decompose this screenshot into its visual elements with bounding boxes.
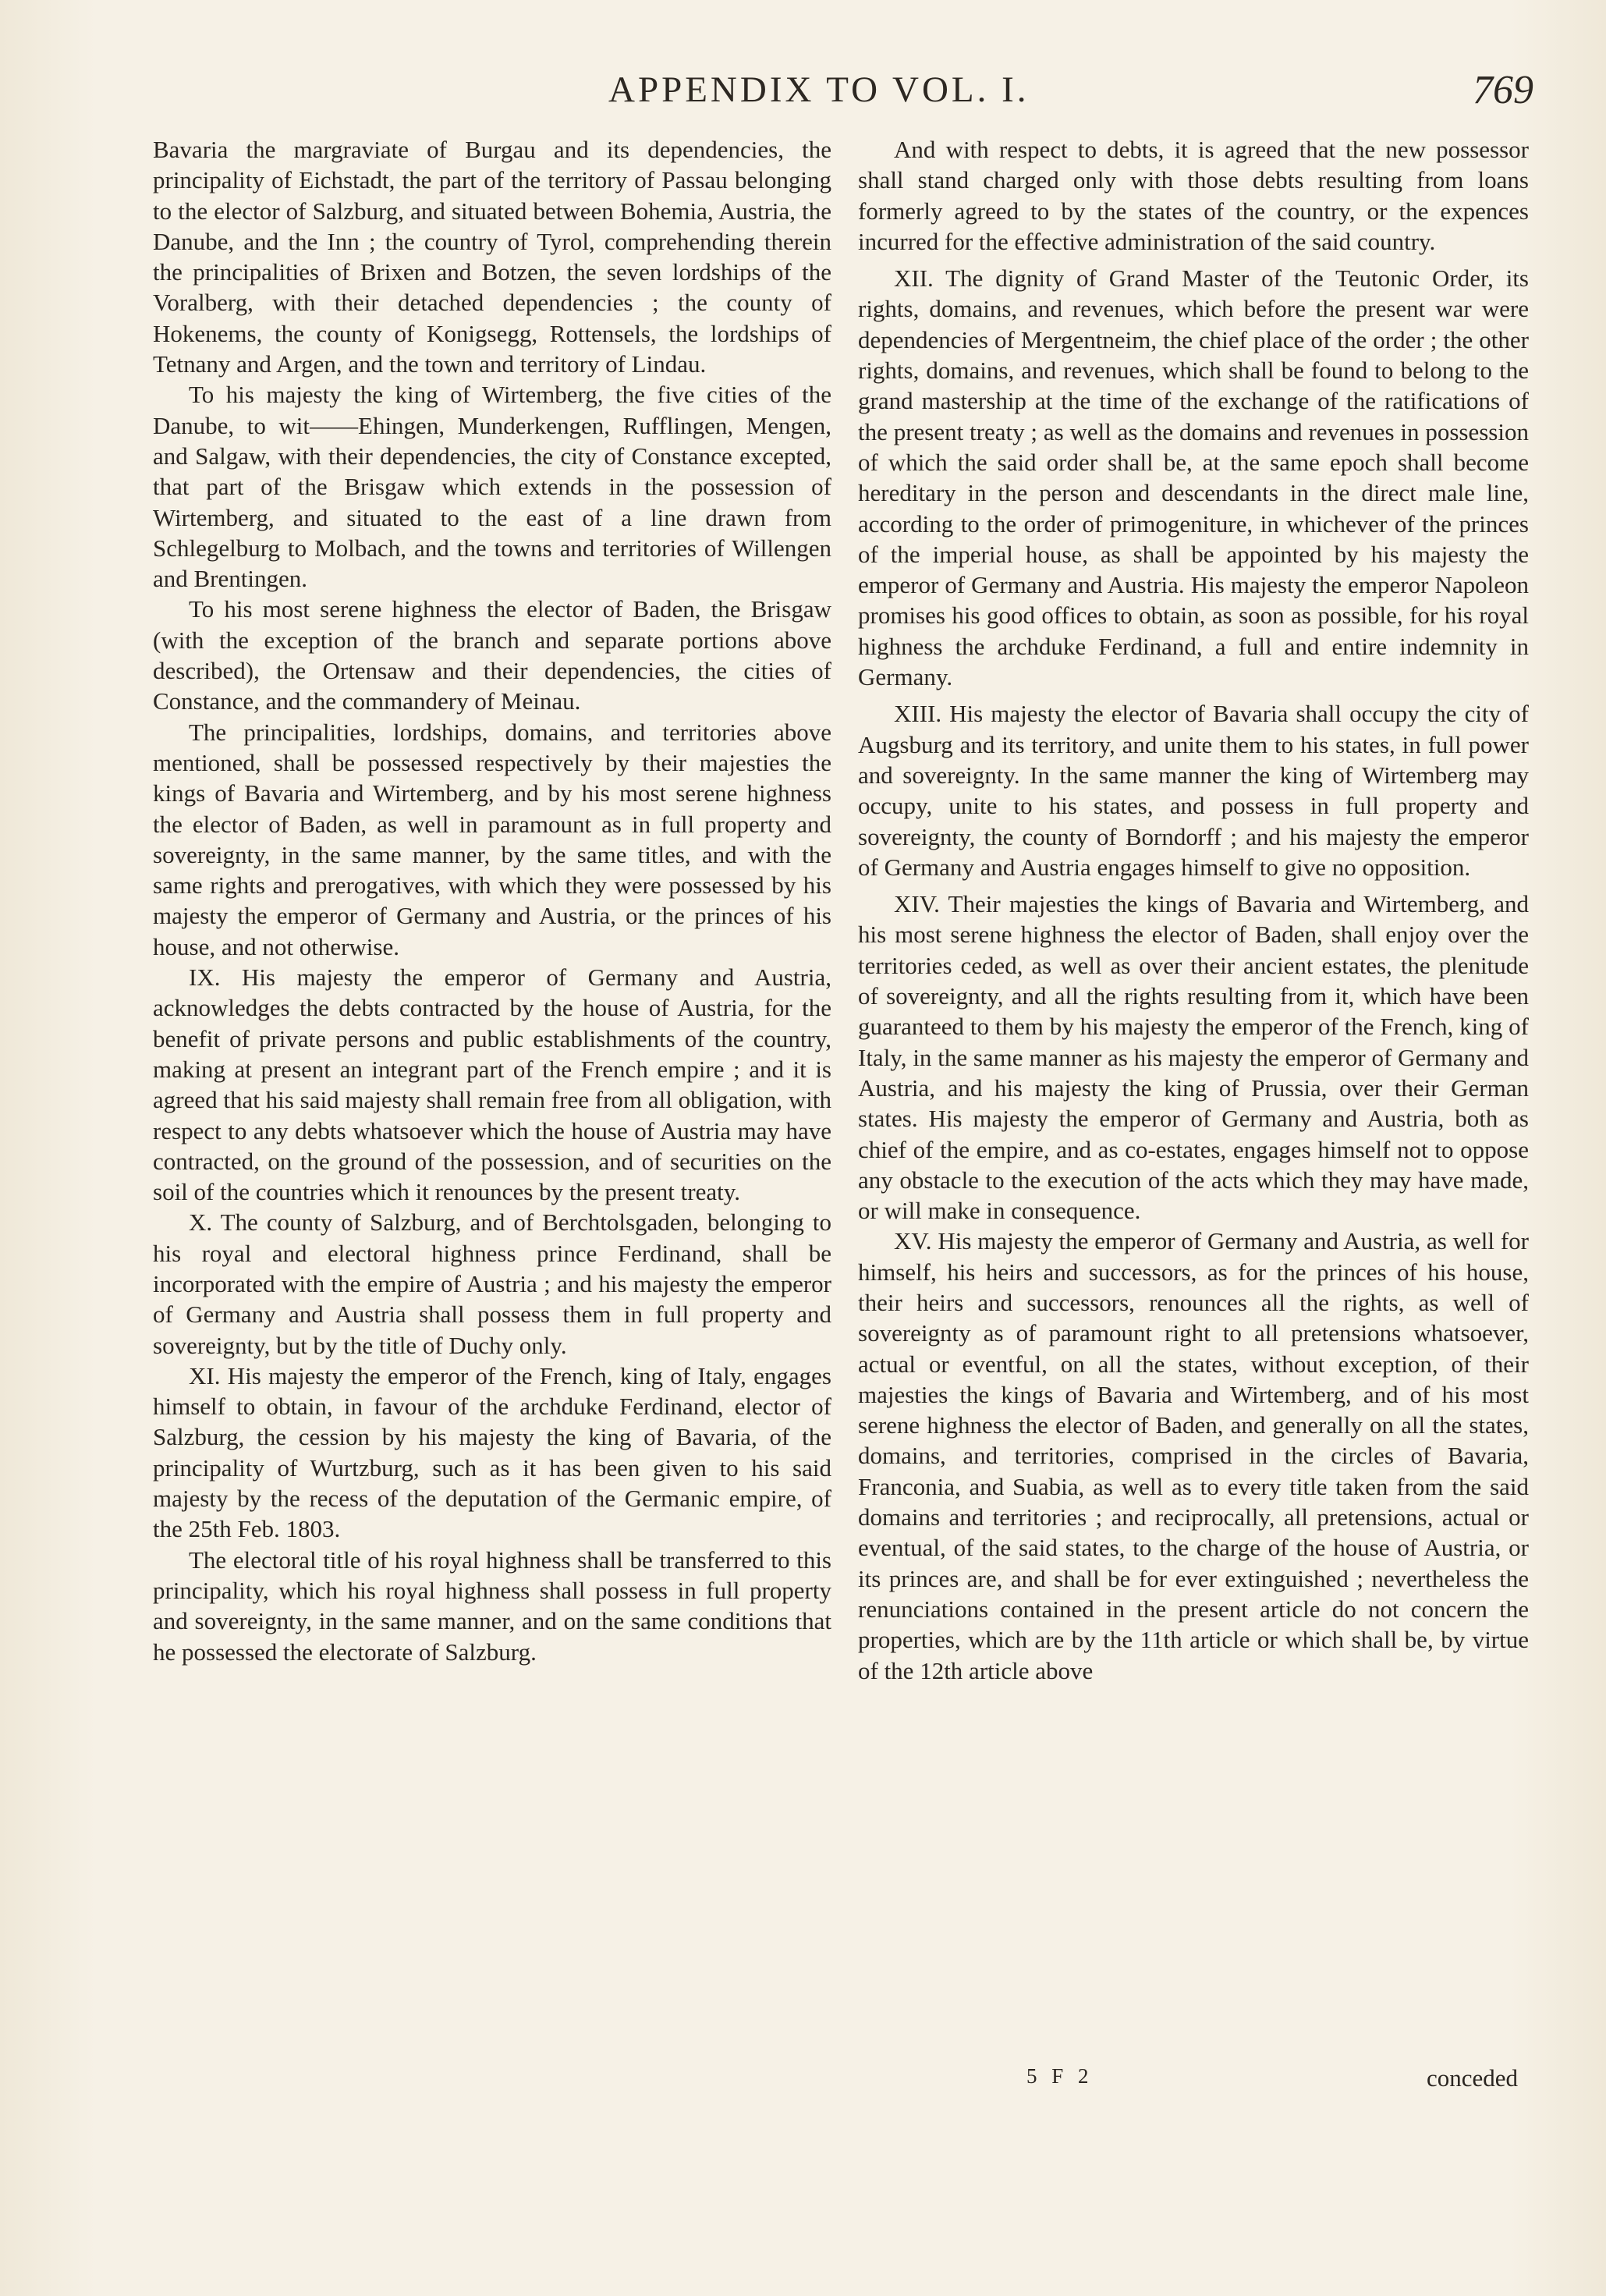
paragraph: To his most serene highness the elector of Baden, the Brisgaw (with the exception of the branch and separate portions above described), the Ortensaw and their dependencies, the cities of Constance, and the commandery of Meinau. [153, 595, 831, 715]
paragraph-article-xiii: XIII. His majesty the elector of Bavaria shall occupy the city of Augsburg and its territory, and unite them to his states, in full power and sovereignty. In the same manner the king of Wirtemberg may occupy, unite to his states, and possess in full property and sovereignty, the county of Borndorff ; and his majesty the emperor of Germany and Austria engages himself to give no opposition. [858, 700, 1529, 881]
paragraph-article-x: X. The county of Salzburg, and of Berchtolsgaden, belonging to his royal and electoral highness prince Ferdinand, shall be incorporated with the empire of Austria ; and his majesty the emperor of Germany and Austria shall possess them in full property and sovereignty, but by the title of Duchy only. [153, 1208, 831, 1359]
paragraph: Bavaria the margraviate of Burgau and its dependencies, the principality of Eichstadt, the part of the territory of Passau belonging to the elector of Salzburg, and situated between Bohemia, Austria, the Danube, and the Inn ; the country of Tyrol, comprehending therein the principalities of Brixen and Botzen, the seven lordships of the Voralberg, with their detached dependencies ; the county of Hokenems, the county of Konigsegg, Rottensels, the lordships of Tetnany and Argen, and the town and territory of Lindau. [153, 136, 831, 378]
page-footer [858, 2064, 1529, 2095]
paragraph: And with respect to debts, it is agreed that the new possessor shall stand charged only with those debts resulting from loans formerly agreed to by the states of the country, or the expences incurred for the effective administration of the said country. [858, 136, 1529, 255]
paragraph: The electoral title of his royal highness shall be transferred to this principality, which his royal highness shall possess in full property and sovereignty, in the same manner, and on the same conditions that he possessed the electorate of Salzburg. [153, 1545, 831, 1666]
running-title: APPENDIX TO VOL. I. [608, 69, 1030, 110]
paragraph-article-xii: XII. The dignity of Grand Master of the Teutonic Order, its rights, domains, and revenues, which before the present war were dependencies of Mergentneim, the chief place of the order ; the other rights, domains, and revenues, which shall be found to belong to the grand mastership at the time of the exchange of the ratifications of the present treaty ; as well as the domains and revenues in possession of which the said order shall be, at the same epoch shall become hereditary in the person and descendants in the direct male line, according to the order of primogeniture, in whichever of the princes of the imperial house, as shall be appointed by his majesty the emperor of Germany and Austria. His majesty the emperor Napoleon promises his good offices to obtain, as soon as possible, for his royal highness the archduke Ferdinand, a full and entire indemnity in Germany. [858, 264, 1529, 691]
right-column [858, 134, 1529, 1686]
paragraph-article-xiv: XIV. Their majesties the kings of Bavaria and Wirtemberg, and his most serene highness the elector of Baden, shall enjoy over the territories ceded, as well as over their ancient estates, the plenitude of sovereignty, and all the rights resulting from it, which have been guaranteed to them by his majesty the emperor of the French, king of Italy, in the same manner as his majesty the emperor of Germany and Austria, and his majesty the king of Prussia, over their German states. His majesty the emperor of Germany and Austria, both as chief of the empire, and as co-estates, engages himself not to oppose any obstacle to the execution of the acts which they may have made, or will make in consequence. [858, 890, 1529, 1225]
paragraph-article-xi: XI. His majesty the emperor of the French, king of Italy, engages himself to obtain, in favour of the archduke Ferdinand, elector of Salzburg, the cession by his majesty the king of Bavaria, of the principality of Wurtzburg, such as it has been given to his said majesty by the recess of the deputation of the Germanic empire, of the 25th Feb. 1803. [153, 1361, 831, 1543]
paragraph: To his majesty the king of Wirtemberg, the five cities of the Danube, to wit——Ehingen, Munderkengen, Rufflingen, Mengen, and Salgaw, with their dependencies, the city of Constance excepted, that part of the Brisgaw which extends in the possession of Wirtemberg, and situated to the east of a line drawn from Schlegelburg to Molbach, and the towns and territories of Willengen and Brentingen. [153, 381, 831, 593]
running-head [0, 69, 1606, 115]
catchword: conceded [1426, 2064, 1518, 2092]
signature-mark: 5 F 2 [1026, 2064, 1094, 2088]
left-column [153, 134, 831, 1667]
paragraph: The principalities, lordships, domains, and territories above mentioned, shall be possessed respectively by their majesties the kings of Bavaria and Wirtemberg, and by his most serene highness the elector of Baden, as well in paramount as in full property and sovereignty, in the same manner, by the same titles, and with the same rights and prerogatives, with which they were possessed by his majesty the emperor of Germany and Austria, or the princes of his house, and not otherwise. [153, 718, 831, 960]
page-number: 769 [1473, 68, 1533, 112]
paragraph-article-ix: IX. His majesty the emperor of Germany and Austria, acknowledges the debts contracted by the house of Austria, for the benefit of private persons and public establishments of the country, making at present an integrant part of the French empire ; and it is agreed that his said majesty shall remain free from all obligation, with respect to any debts whatsoever which the house of Austria may have contracted, on the ground of the possession, and of securities on the soil of the countries which it renounces by the present treaty. [153, 963, 831, 1206]
paragraph-article-xv: XV. His majesty the emperor of Germany and Austria, as well for himself, his heirs and successors, as for the princes of his house, their heirs and successors, renounces all the rights, as well of sovereignty as of paramount right to all pretensions whatsoever, actual or eventful, on all the states, without exception, of their majesties the kings of Bavaria and Wirtemberg, and of his most serene highness the elector of Baden, and generally on all the states, domains, and territories, comprised in the circles of Bavaria, Franconia, and Suabia, as well as to every title taken from the said domains and territories ; and reciprocally, all pretensions, actual or eventual, of the said states, to the charge of the house of Austria, or its princes are, and shall be for ever extinguished ; nevertheless the renunciations contained in the present article do not concern the properties, which are by the 11th article or which shall be, by virtue of the 12th article above [858, 1227, 1529, 1684]
